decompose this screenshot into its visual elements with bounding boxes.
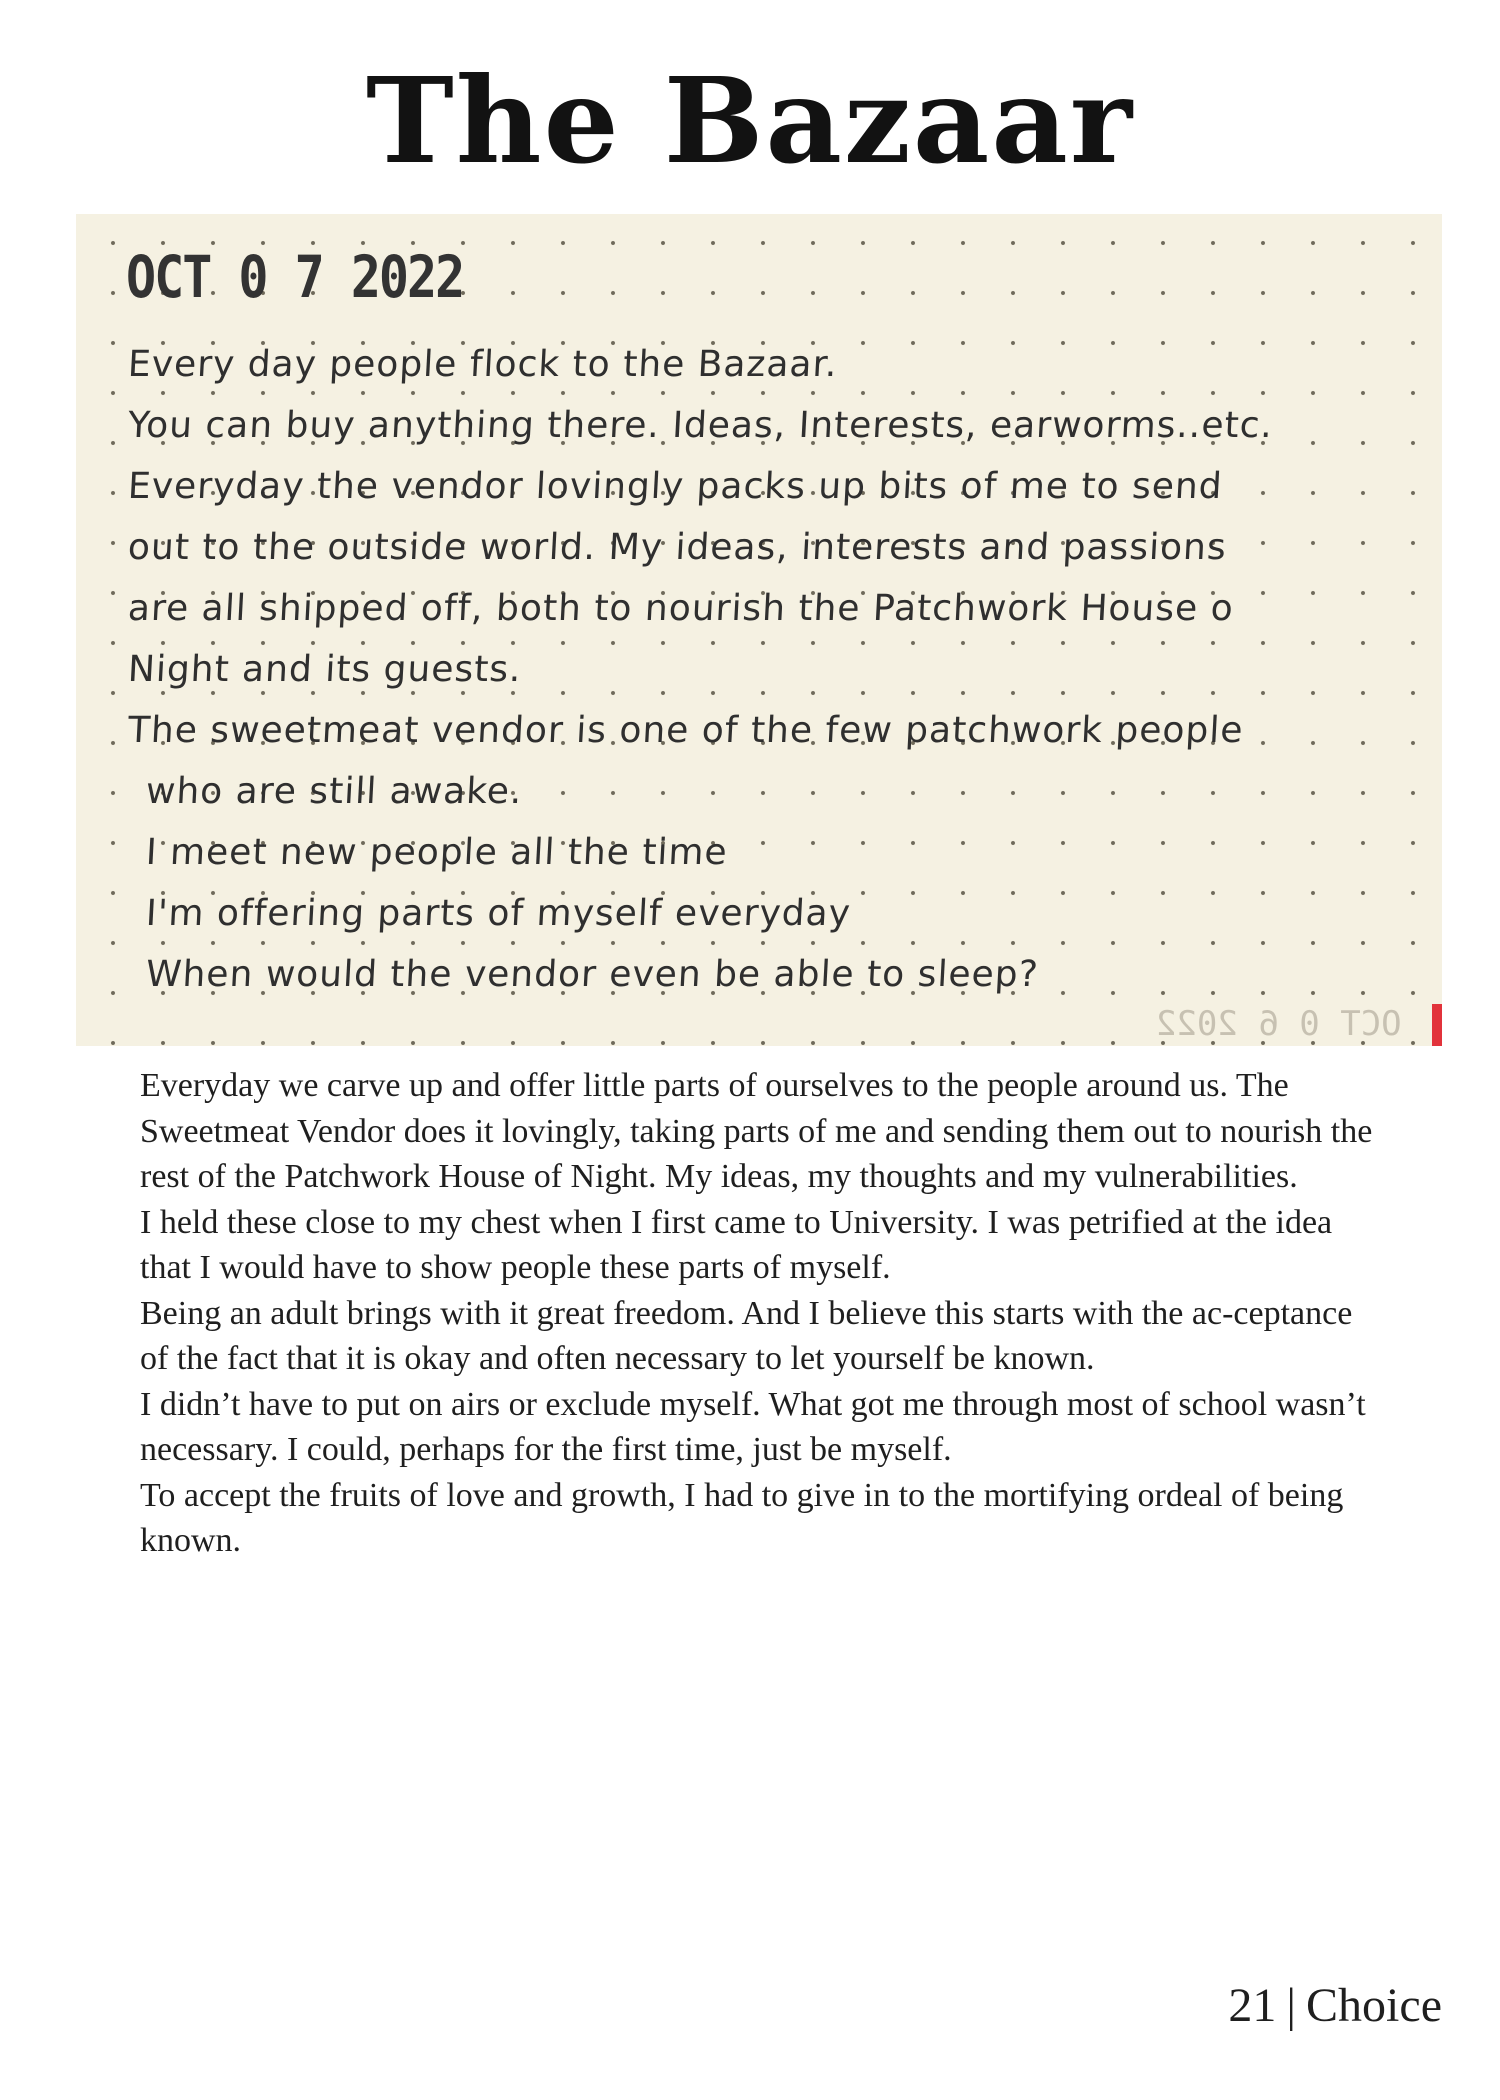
body-paragraph: Everyday we carve up and offer little parts of ourselves to the people around us. The Sweetmeat Vendor does it lovingly, taking parts of me and sending them out to nourish the rest of the Patchwork House of Night. My ideas, my thoughts and my vulnerabilities.	[140, 1067, 1373, 1195]
page-footer	[1228, 1979, 1442, 2032]
handwritten-line: When would the vendor even be able to sleep?	[144, 954, 1040, 995]
handwritten-line: The sweetmeat vendor is one of the few patchwork people	[126, 710, 1245, 751]
handwritten-line: Night and its guests.	[126, 649, 523, 690]
body-paragraph: To accept the fruits of love and growth, I had to give in to the mortifying ordeal of being known.	[140, 1476, 1344, 1559]
body-text	[140, 1063, 1385, 1564]
journal-photo	[76, 214, 1442, 1046]
body-paragraph: I held these close to my chest when I first came to University. I was petrified at the idea that I would have to show people these parts of myself.	[140, 1203, 1333, 1286]
body-paragraph: I didn’t have to put on airs or exclude myself. What got me through most of school wasn’t necessary. I could, perhaps for the first time, just be myself.	[140, 1385, 1366, 1468]
handwritten-line: Every day people flock to the Bazaar.	[126, 344, 839, 385]
handwritten-line: Everyday the vendor lovingly packs up bits of me to send	[126, 466, 1224, 507]
handwritten-line: I meet new people all the time	[144, 832, 729, 873]
handwritten-entry	[128, 334, 1428, 1005]
handwritten-line: You can buy anything there. Ideas, Interests, earworms..etc.	[126, 405, 1274, 446]
section-name: Choice	[1306, 1979, 1442, 2032]
date-stamp: OCT 0 7 2022	[126, 244, 464, 311]
footer-separator: |	[1286, 1979, 1297, 2032]
handwritten-line: who are still awake.	[144, 771, 524, 812]
handwritten-line: I'm offering parts of myself everyday	[144, 893, 853, 934]
body-paragraph: Being an adult brings with it great freedom. And I believe this starts with the ac-ceptance of the fact that it is okay and often necessary to let yourself be known.	[140, 1294, 1353, 1377]
bleed-through-date-stamp: OCT 0 6 2022	[1156, 1004, 1402, 1044]
handwritten-line: are all shipped off, both to nourish the Patchwork House o	[126, 588, 1235, 629]
handwritten-line: out to the outside world. My ideas, interests and passions	[126, 527, 1228, 568]
page-number: 21	[1228, 1979, 1277, 2032]
page-title: The Bazaar	[365, 51, 1135, 190]
